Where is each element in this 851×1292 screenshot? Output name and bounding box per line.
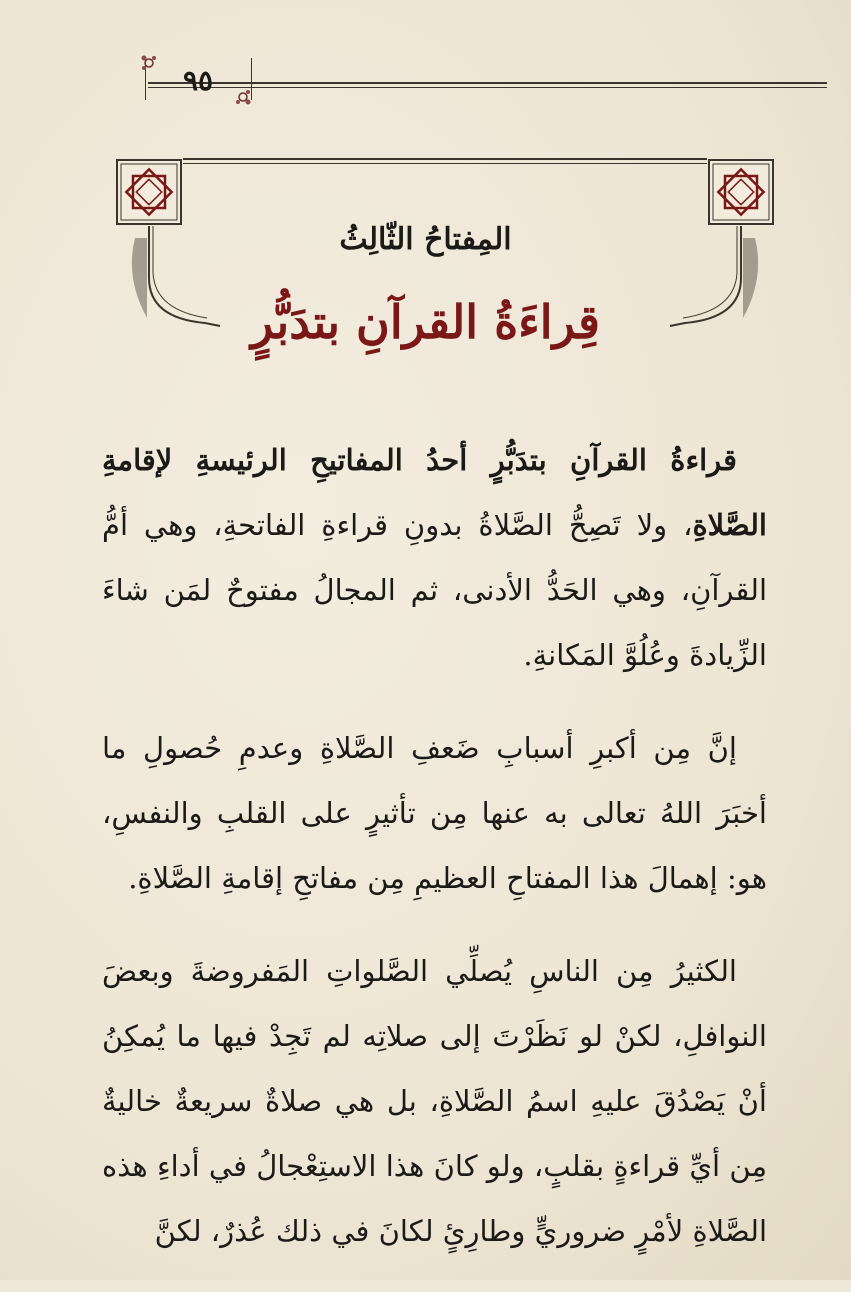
chapter-title: قِراءَةُ القرآنِ بتدَبُّرٍ xyxy=(251,295,600,349)
floral-ornament-icon xyxy=(232,86,254,108)
chapter-subtitle: المِفتاحُ الثّالِثُ xyxy=(339,222,512,257)
paragraph-text: الكثيرُ مِن الناسِ يُصلِّي الصَّلواتِ المَفروضةَ وبعضَ النوافلِ، لكنْ لو نَظَرْتَ إلى صلاتِه لم تَجِدْ فيها ما يُمكِنُ أنْ يَصْدُقَ عليهِ اسمُ الصَّلاةِ، بل هي صلاةٌ سريعةٌ خاليةٌ مِن أيِّ قراءةٍ بقلبٍ، ولو كانَ هذا الاستِعْجالُ في أداءِ هذه الصَّلاةِ لأمْرٍ ضروريٍّ وطارِئٍ لكانَ في ذلك عُذرٌ، لكنَّ xyxy=(102,954,767,1248)
star-ornament-icon xyxy=(707,158,775,226)
floral-ornament-icon xyxy=(138,52,160,74)
paragraph-text: ، ولا تَصِحُّ الصَّلاةُ بدونِ قراءةِ الفاتحةِ، وهي أمُّ القرآنِ، وهي الحَدُّ الأدنى، ثم المجالُ مفتوحٌ لمَن شاءَ الزِّيادةَ وعُلُوَّ المَكانةِ. xyxy=(102,508,767,672)
paragraph xyxy=(102,428,767,688)
paragraph-text: إنَّ مِن أكبرِ أسبابِ ضَعفِ الصَّلاةِ وعدمِ حُصولِ ما أخبَرَ اللهُ تعالى به عنها مِن تأثيرٍ على القلبِ والنفسِ، هو: إهمالَ هذا المفتاحِ العظيمِ مِن مفاتحِ إقامةِ الصَّلاةِ. xyxy=(102,731,767,895)
paragraph xyxy=(102,939,767,1264)
star-ornament-icon xyxy=(115,158,183,226)
body-text xyxy=(102,428,767,1292)
page-number: ٩٥ xyxy=(182,64,214,97)
paragraph-lead: قراءةُ القرآنِ بتدَبُّرٍ أحدُ المفاتيحِ الرئيسةِ لإقامةِ الصَّلاةِ xyxy=(102,443,767,542)
paragraph xyxy=(102,716,767,911)
